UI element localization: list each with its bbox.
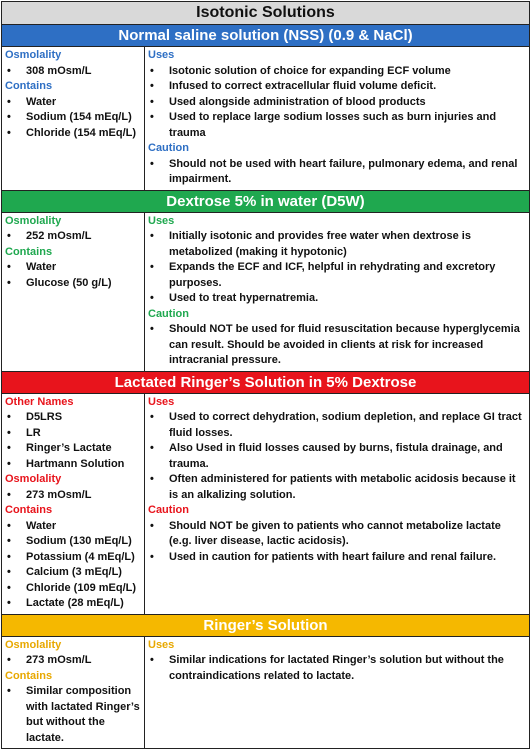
bullet-icon: • bbox=[150, 230, 154, 242]
uses-list bbox=[148, 653, 526, 684]
section-left-column bbox=[2, 47, 145, 190]
list-item bbox=[148, 322, 526, 369]
list-item-text: D5LRS bbox=[26, 411, 63, 423]
section-heading: Lactated Ringer’s Solution in 5% Dextrose bbox=[2, 372, 529, 394]
section-heading: Dextrose 5% in water (D5W) bbox=[2, 191, 529, 213]
caution-list bbox=[148, 322, 526, 369]
list-item bbox=[5, 653, 142, 669]
bullet-icon: • bbox=[7, 111, 11, 123]
bullet-icon: • bbox=[7, 276, 11, 289]
list-item-text: Chloride (154 mEq/L) bbox=[26, 126, 137, 139]
list-item-text: Water bbox=[26, 519, 57, 532]
list-item bbox=[5, 488, 142, 504]
bullet-icon: • bbox=[7, 535, 11, 547]
contains-label: Contains bbox=[5, 80, 53, 92]
bullet-icon: • bbox=[7, 550, 11, 563]
list-item bbox=[148, 410, 526, 441]
section-row bbox=[2, 394, 529, 615]
list-item bbox=[5, 64, 142, 80]
bullet-icon: • bbox=[150, 519, 154, 532]
section-left-column bbox=[2, 637, 145, 749]
uses-list bbox=[148, 229, 526, 307]
list-item-text: Water bbox=[26, 95, 57, 108]
contains-label: Contains bbox=[5, 504, 53, 516]
bullet-icon: • bbox=[150, 550, 154, 563]
bullet-icon: • bbox=[7, 64, 11, 77]
list-item-text: Similar composition with lactated Ringer’s but without the lactate. bbox=[26, 685, 140, 744]
bullet-icon: • bbox=[150, 442, 154, 454]
list-item-text: Potassium (4 mEq/L) bbox=[26, 550, 135, 563]
list-item-text: Also Used in fluid losses caused by burns, fistula drainage, and trauma. bbox=[169, 442, 503, 470]
list-item-text: Sodium (154 mEq/L) bbox=[26, 111, 132, 123]
section-row bbox=[2, 47, 529, 191]
caution-list bbox=[148, 157, 526, 188]
list-item bbox=[5, 565, 142, 581]
section-row bbox=[2, 637, 529, 749]
list-item bbox=[5, 260, 142, 276]
bullet-icon: • bbox=[7, 126, 11, 139]
list-item-text: Lactate (28 mEq/L) bbox=[26, 597, 124, 609]
contains-label: Contains bbox=[5, 669, 53, 682]
list-item bbox=[148, 110, 526, 141]
list-item bbox=[5, 276, 142, 292]
list-item bbox=[5, 519, 142, 535]
section-left-column bbox=[2, 213, 145, 371]
list-item-text: LR bbox=[26, 426, 41, 439]
list-item bbox=[148, 653, 526, 684]
list-item-text: 308 mOsm/L bbox=[26, 64, 92, 77]
list-item-text: Similar indications for lactated Ringer’s solution but without the contraindications related to lactate. bbox=[169, 654, 504, 682]
list-item bbox=[5, 550, 142, 566]
uses-list bbox=[148, 64, 526, 142]
bullet-icon: • bbox=[7, 685, 11, 697]
list-item-text: 273 mOsm/L bbox=[26, 488, 92, 501]
bullet-icon: • bbox=[150, 473, 154, 485]
list-item bbox=[5, 126, 142, 142]
osmolality-list bbox=[5, 64, 142, 80]
osmolality-label: Osmolality bbox=[5, 49, 62, 61]
contains-label: Contains bbox=[5, 245, 53, 258]
other-names-label: Other Names bbox=[5, 395, 74, 408]
list-item-text: Isotonic solution of choice for expanding ECF volume bbox=[169, 64, 451, 77]
list-item-text: Expands the ECF and ICF, helpful in rehydrating and excretory purposes. bbox=[169, 261, 496, 289]
list-item bbox=[148, 472, 526, 503]
list-item bbox=[5, 457, 142, 473]
bullet-icon: • bbox=[7, 95, 11, 108]
list-item bbox=[148, 291, 526, 307]
section-left-column bbox=[2, 394, 145, 614]
section-row bbox=[2, 213, 529, 372]
other-names-list bbox=[5, 410, 142, 472]
list-item-text: Initially isotonic and provides free water when dextrose is metabolized (making it hypotonic) bbox=[169, 230, 471, 258]
bullet-icon: • bbox=[7, 488, 11, 501]
caution-label: Caution bbox=[148, 504, 189, 516]
list-item-text: Used in caution for patients with heart failure and renal failure. bbox=[169, 550, 497, 563]
osmolality-label: Osmolality bbox=[5, 473, 62, 485]
isotonic-solutions-table bbox=[1, 1, 530, 749]
section-heading: Normal saline solution (NSS) (0.9 & NaCl) bbox=[2, 25, 529, 47]
contains-list bbox=[5, 95, 142, 142]
list-item bbox=[148, 79, 526, 95]
uses-list bbox=[148, 410, 526, 503]
bullet-icon: • bbox=[150, 111, 154, 123]
bullet-icon: • bbox=[7, 457, 11, 470]
list-item-text: Should NOT be given to patients who cannot metabolize lactate (e.g. liver disease, lactic acidosis). bbox=[169, 519, 501, 547]
bullet-icon: • bbox=[7, 230, 11, 242]
bullet-icon: • bbox=[150, 64, 154, 77]
section-right-column bbox=[145, 47, 529, 190]
contains-list bbox=[5, 684, 142, 746]
list-item-text: Often administered for patients with metabolic acidosis because it is an alkalizing solution. bbox=[169, 473, 516, 501]
list-item-text: Water bbox=[26, 261, 57, 273]
list-item bbox=[148, 229, 526, 260]
list-item bbox=[5, 596, 142, 612]
sections-container bbox=[2, 25, 529, 748]
uses-label: Uses bbox=[148, 638, 175, 651]
section-right-column bbox=[145, 637, 529, 749]
section-right-column bbox=[145, 213, 529, 371]
list-item-text: Hartmann Solution bbox=[26, 457, 125, 470]
list-item bbox=[5, 95, 142, 111]
osmolality-list bbox=[5, 488, 142, 504]
list-item bbox=[5, 684, 142, 746]
caution-list bbox=[148, 519, 526, 566]
list-item-text: Ringer’s Lactate bbox=[26, 442, 112, 454]
uses-label: Uses bbox=[148, 214, 175, 227]
list-item-text: Glucose (50 g/L) bbox=[26, 276, 112, 289]
bullet-icon: • bbox=[150, 411, 154, 423]
list-item bbox=[148, 550, 526, 566]
list-item bbox=[5, 229, 142, 245]
list-item-text: Sodium (130 mEq/L) bbox=[26, 535, 132, 547]
list-item-text: Calcium (3 mEq/L) bbox=[26, 566, 122, 578]
list-item bbox=[5, 410, 142, 426]
caution-label: Caution bbox=[148, 142, 189, 154]
bullet-icon: • bbox=[150, 292, 154, 304]
bullet-icon: • bbox=[7, 442, 11, 454]
list-item-text: 252 mOsm/L bbox=[26, 230, 92, 242]
list-item-text: Used alongside administration of blood products bbox=[169, 95, 426, 108]
osmolality-list bbox=[5, 653, 142, 669]
list-item bbox=[148, 441, 526, 472]
bullet-icon: • bbox=[150, 95, 154, 108]
list-item-text: Used to correct dehydration, sodium depletion, and replace GI tract fluid losses. bbox=[169, 411, 522, 439]
list-item-text: 273 mOsm/L bbox=[26, 654, 92, 666]
list-item bbox=[148, 519, 526, 550]
list-item-text: Chloride (109 mEq/L) bbox=[26, 581, 137, 594]
list-item bbox=[148, 95, 526, 111]
section-heading: Ringer’s Solution bbox=[2, 615, 529, 637]
bullet-icon: • bbox=[7, 654, 11, 666]
bullet-icon: • bbox=[7, 261, 11, 273]
uses-label: Uses bbox=[148, 49, 175, 61]
list-item bbox=[5, 110, 142, 126]
bullet-icon: • bbox=[7, 597, 11, 609]
bullet-icon: • bbox=[150, 157, 154, 170]
list-item bbox=[148, 260, 526, 291]
caution-label: Caution bbox=[148, 307, 189, 320]
bullet-icon: • bbox=[7, 411, 11, 423]
bullet-icon: • bbox=[150, 261, 154, 273]
osmolality-label: Osmolality bbox=[5, 638, 62, 651]
uses-label: Uses bbox=[148, 395, 175, 408]
section-right-column bbox=[145, 394, 529, 614]
bullet-icon: • bbox=[150, 654, 154, 666]
list-item-text: Should not be used with heart failure, pulmonary edema, and renal impairment. bbox=[169, 157, 518, 185]
list-item bbox=[5, 426, 142, 442]
list-item bbox=[5, 581, 142, 597]
list-item bbox=[148, 157, 526, 188]
bullet-icon: • bbox=[7, 566, 11, 578]
table-title: Isotonic Solutions bbox=[2, 2, 529, 25]
bullet-icon: • bbox=[7, 519, 11, 532]
list-item bbox=[5, 534, 142, 550]
osmolality-list bbox=[5, 229, 142, 245]
bullet-icon: • bbox=[7, 426, 11, 439]
bullet-icon: • bbox=[7, 581, 11, 594]
list-item bbox=[5, 441, 142, 457]
list-item-text: Used to replace large sodium losses such as burn injuries and trauma bbox=[169, 111, 497, 139]
list-item-text: Infused to correct extracellular fluid volume deficit. bbox=[169, 80, 437, 92]
contains-list bbox=[5, 519, 142, 612]
list-item bbox=[148, 64, 526, 80]
bullet-icon: • bbox=[150, 80, 154, 92]
osmolality-label: Osmolality bbox=[5, 214, 62, 227]
list-item-text: Used to treat hypernatremia. bbox=[169, 292, 319, 304]
contains-list bbox=[5, 260, 142, 291]
bullet-icon: • bbox=[150, 323, 154, 335]
list-item-text: Should NOT be used for fluid resuscitation because hyperglycemia can result. Should be avoided in clients at risk for increased intracranial pressure. bbox=[169, 323, 520, 366]
